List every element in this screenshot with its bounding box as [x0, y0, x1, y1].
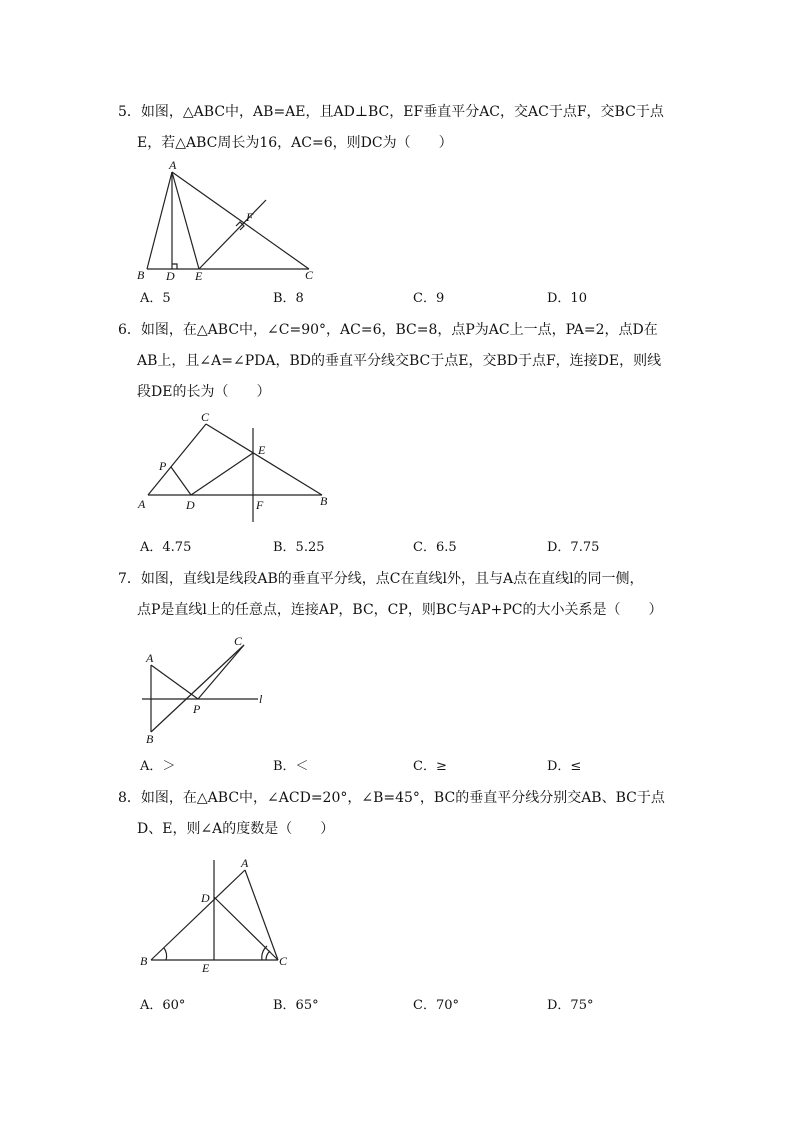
q8-label-a: A	[241, 856, 249, 870]
q7-label-p: P	[193, 702, 201, 716]
q8-option-d[interactable]: D．75°	[547, 998, 594, 1013]
q7-segment-pc	[198, 645, 244, 699]
q6-segment-pd	[171, 467, 191, 495]
q8-option-c[interactable]: C．70°	[413, 998, 459, 1013]
q7-label-a: A	[146, 651, 154, 665]
q6-option-a[interactable]: A．4.75	[140, 540, 192, 555]
q8-text-line-1: 8．如图，在△ABC中，∠ACD=20°，∠B=45°，BC的垂直平分线分别交AB、BC于点	[118, 790, 665, 806]
q5-text-line-1: 5．如图，△ABC中，AB=AE，且AD⊥BC，EF垂直平分AC，交AC于点F，交BC于点	[118, 104, 664, 120]
q6-label-d: D	[186, 498, 195, 512]
q5-label-b: B	[137, 268, 145, 282]
q8-label-e: E	[202, 961, 210, 975]
q5-option-a[interactable]: A．5	[140, 291, 171, 306]
q6-option-b[interactable]: B．5.25	[273, 540, 325, 555]
q5-label-e: E	[195, 269, 203, 283]
q6-label-b: B	[320, 494, 328, 508]
q5-segment-ac	[172, 172, 309, 269]
q5-option-b[interactable]: B．8	[273, 291, 304, 306]
q7-option-b[interactable]: B．＜	[273, 759, 309, 774]
q7-option-c[interactable]: C．≥	[413, 759, 447, 774]
q6-text-line-3: 段DE的长为（ ）	[137, 384, 271, 400]
q6-text-line-1: 6．如图，在△ABC中，∠C=90°，AC=6，BC=8，点P为AC上一点，PA=2，点D在	[118, 322, 658, 338]
q8-segment-dc	[214, 897, 278, 960]
q5-text-line-2: E，若△ABC周长为16，AC=6，则DC为（ ）	[137, 135, 453, 151]
q7-label-c: C	[234, 634, 243, 648]
q6-option-c[interactable]: C．6.5	[413, 540, 457, 555]
q6-text-line-2: AB上，且∠A=∠PDA，BD的垂直平分线交BC于点E，交BD于点F，连接DE，则线	[137, 353, 662, 369]
q6-label-f: F	[256, 498, 264, 512]
q7-text-line-2: 点P是直线l上的任意点，连接AP，BC，CP，则BC与AP+PC的大小关系是（ ）	[137, 602, 663, 618]
q8-label-c: C	[279, 954, 288, 968]
q8-angle-b-arc	[164, 948, 167, 960]
q8-option-a[interactable]: A．60°	[140, 998, 186, 1013]
q6-label-a: A	[138, 497, 146, 511]
q8-option-b[interactable]: B．65°	[273, 998, 319, 1013]
q8-text-line-2: D、E，则∠A的度数是（ ）	[137, 821, 335, 837]
q6-label-p: P	[159, 459, 167, 473]
q5-label-c: C	[305, 268, 314, 282]
q8-label-d: D	[201, 891, 210, 905]
q7-option-d[interactable]: D．≤	[547, 759, 582, 774]
q5-perp-bisector-ef	[199, 200, 266, 269]
q5-label-f: F	[246, 210, 254, 224]
q7-label-b: B	[146, 732, 154, 746]
q5-label-a: A	[169, 158, 177, 172]
q8-angle-c-arc-1	[266, 951, 270, 960]
q8-label-b: B	[140, 954, 148, 968]
q6-segment-de	[191, 453, 253, 495]
q7-text-line-1: 7．如图，直线l是线段AB的垂直平分线，点C在直线l外，且与A点在直线l的同一侧，	[118, 571, 644, 587]
q5-option-d[interactable]: D．10	[547, 291, 587, 306]
q5-label-d: D	[166, 269, 175, 283]
q7-option-a[interactable]: A．＞	[140, 759, 176, 774]
q7-label-l: l	[259, 692, 263, 706]
q5-segment-ab	[147, 172, 172, 269]
q6-label-c: C	[201, 410, 210, 424]
q5-segment-ae	[172, 172, 199, 269]
q8-segment-ac	[245, 870, 278, 960]
q8-segment-ba	[151, 870, 245, 960]
q7-segment-bc	[151, 645, 244, 732]
q6-segment-cb	[206, 424, 322, 495]
q6-option-d[interactable]: D．7.75	[547, 540, 600, 555]
q6-label-e: E	[258, 443, 266, 457]
q5-option-c[interactable]: C．9	[413, 291, 445, 306]
q6-segment-ac	[148, 424, 206, 495]
